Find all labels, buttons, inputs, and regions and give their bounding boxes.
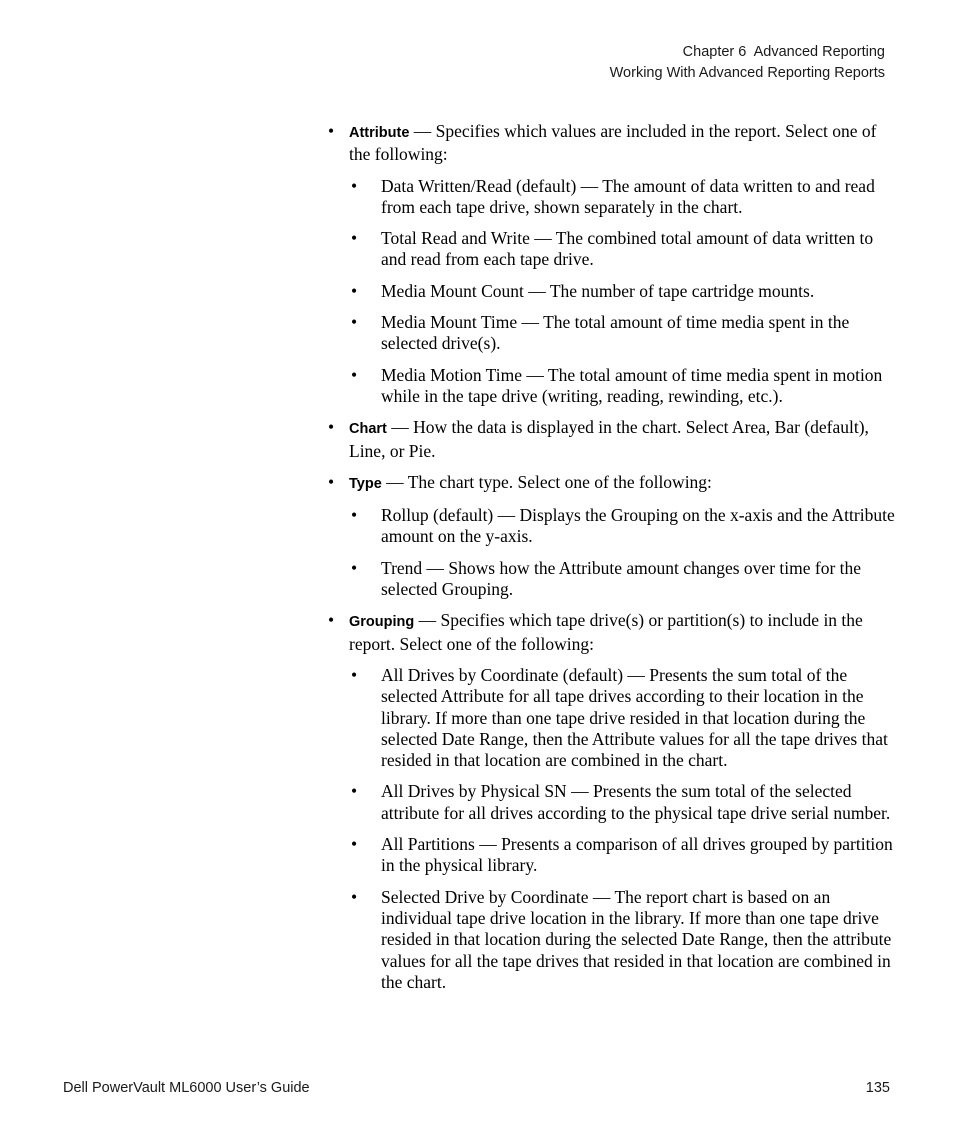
term-label: Chart [349,421,387,438]
item-description: — How the data is displayed in the chart. Select Area, Bar (default), Line, or Pie. [349,417,869,461]
list-item [349,781,900,824]
sublist [349,176,900,408]
bullet: • [328,471,335,492]
bullet: • [351,228,358,249]
section-title: Working With Advanced Reporting Reports [609,65,885,81]
list-item [349,365,900,408]
bullet: • [351,364,358,385]
list-item [349,558,900,601]
bullet: • [351,312,358,333]
list-item [349,228,900,271]
bullet: • [328,610,335,631]
list-item [349,176,900,219]
list-item [349,312,900,355]
sublist [349,505,900,600]
list-item [349,834,900,877]
bullet: • [351,557,358,578]
bullet: • [351,781,358,802]
list-item-text: All Drives by Physical SN — Presents the sum total of the selected attribute for all drives according to the physical tape drive serial number. [381,781,891,823]
bullet: • [351,886,358,907]
list-item-text: All Partitions — Presents a comparison of all drives grouped by partition in the physical library. [381,834,893,876]
list-item-text: Selected Drive by Coordinate — The report chart is based on an individual tape drive location in the library. If more than one tape drive resided in that location during the selected Date Range, then the attribute values for all the tape drives that resided in that location are combined in the chart. [381,886,892,992]
list-item-text: Trend — Shows how the Attribute amount changes over time for the selected Grouping. [381,557,862,600]
bullet: • [351,505,358,526]
term-label: Type [349,475,382,492]
list-item [349,505,900,548]
footer-title: Dell PowerVault ML6000 User’s Guide [63,1080,310,1096]
list-item-chart [328,417,900,462]
term-label: Grouping [349,614,415,631]
page-number: 135 [865,1080,890,1096]
bullet: • [328,121,335,141]
running-header [610,42,885,84]
item-description: — Specifies which values are included in the report. Select one of the following: [349,121,877,165]
body-content [328,121,900,1003]
list-item-text: Media Motion Time — The total amount of time media spent in motion while in the tape drive (writing, reading, rewinding, etc.). [381,364,883,406]
bullet: • [351,175,358,196]
item-description: — The chart type. Select one of the following: [381,471,712,492]
bullet: • [351,664,358,685]
bullet: • [351,834,358,855]
item-description: — Specifies which tape drive(s) or partition(s) to include in the report. Select one of the following: [349,610,863,654]
list-item-text: All Drives by Coordinate (default) — Presents the sum total of the selected Attribute for all tape drives according to their location in the library. If more than one tape drive resided in that location during the selected Date Range, then the Attribute values for all the tape drives that resided in that location are combined in the chart. [381,664,888,771]
list-item-type [328,472,900,600]
list-item-grouping [328,610,900,993]
list-item-text: Data Written/Read (default) — The amount of data written to and read from each tape drive, shown separately in the chart. [381,175,875,217]
list-item-text: Rollup (default) — Displays the Grouping on the x-axis and the Attribute amount on the y-axis. [381,505,895,547]
list-item [349,887,900,993]
list-item [349,665,900,771]
list-item [349,281,900,302]
list-item-text: Media Mount Time — The total amount of time media spent in the selected drive(s). [381,312,850,354]
bullet: • [351,280,358,301]
term-label: Attribute [349,125,410,141]
bullet: • [328,417,335,438]
list-item-text: Media Mount Count — The number of tape cartridge mounts. [381,280,815,301]
list-item-attribute [328,121,900,407]
chapter-title: Chapter 6 Advanced Reporting [682,44,885,60]
sublist [349,665,900,993]
list-item-text: Total Read and Write — The combined total amount of data written to and read from each tape drive. [381,228,874,270]
